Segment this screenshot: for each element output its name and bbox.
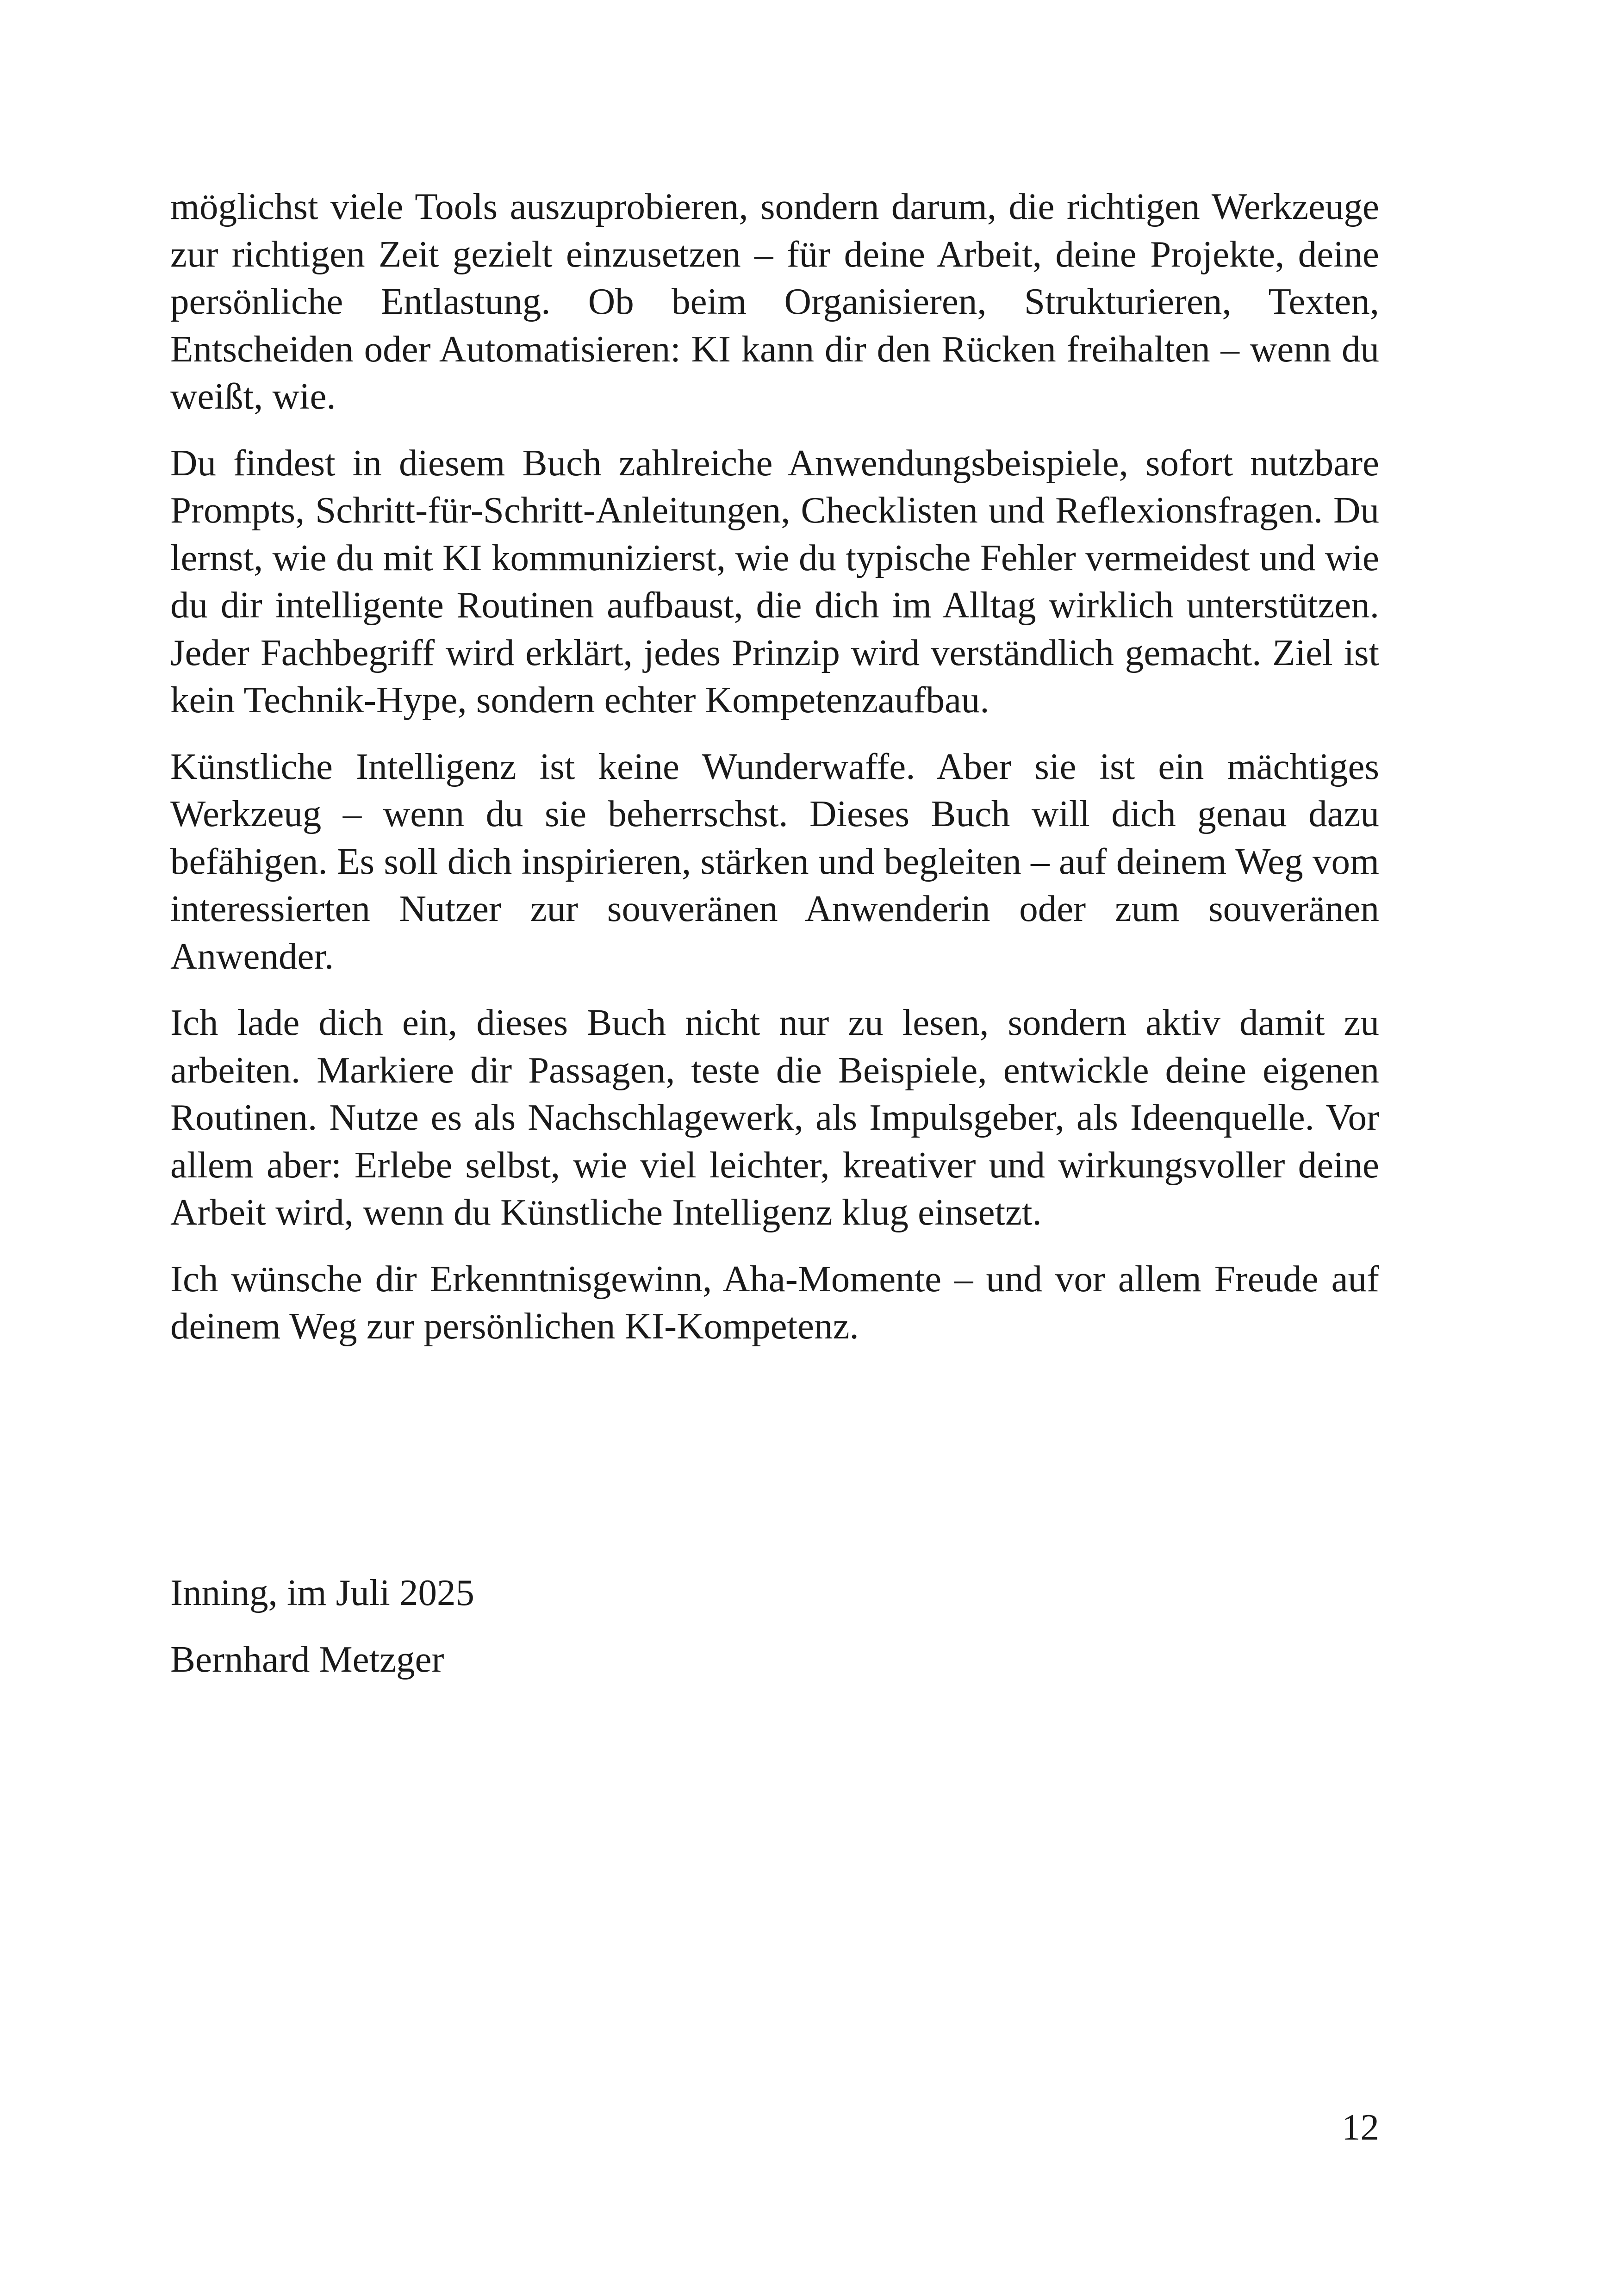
paragraph-3: Künstliche Intelligenz ist keine Wunderwaffe. Aber sie ist ein mächtiges Werkzeug – wenn du sie beherrschst. Dieses Buch will dich genau dazu befähigen. Es soll dich inspirieren, stärken und begleiten – auf deinem Weg vom interessierten Nutzer zur souveränen Anwenderin oder zum souveränen Anwender. (170, 745, 1379, 977)
paragraph-1: möglichst viele Tools auszuprobieren, sondern darum, die richtigen Werkzeuge zur richtigen Zeit gezielt einzusetzen – für deine Arbeit, deine Projekte, deine persönliche Entlastung. Ob beim Organisieren, Strukturieren, Texten, Entscheiden oder Automatisieren: KI kann dir den Rücken freihalten – wenn du weißt, wie. (170, 186, 1379, 417)
author-name: Bernhard Metzger (170, 1638, 444, 1680)
paragraph-5: Ich wünsche dir Erkenntnisgewinn, Aha-Momente – und vor allem Freude auf deinem Weg zur persönlichen KI-Kompetenz. (170, 1257, 1379, 1347)
body-text (170, 183, 1379, 1369)
place-date: Inning, im Juli 2025 (170, 1572, 475, 1613)
page-number: 12 (1342, 2106, 1379, 2148)
paragraph-4: Ich lade dich ein, dieses Buch nicht nur zu lesen, sondern aktiv damit zu arbeiten. Markiere dir Passagen, teste die Beispiele, entwickle deine eigenen Routinen. Nutze es als Nachschlagewerk, als Impulsgeber, als Ideenquelle. Vor allem aber: Erlebe selbst, wie viel leichter, kreativer und wirkungsvoller deine Arbeit wird, wenn du Künstliche Intelligenz klug einsetzt. (170, 1002, 1379, 1233)
signature-block (170, 1569, 1379, 1702)
paragraph-2: Du findest in diesem Buch zahlreiche Anwendungsbeispiele, sofort nutzbare Prompts, Schritt-für-Schritt-Anleitungen, Checklisten und Reflexionsfragen. Du lernst, wie du mit KI kommunizierst, wie du typische Fehler vermeidest und wie du dir intelligente Routinen aufbaust, die dich im Alltag wirklich unterstützen. Jeder Fachbegriff wird erklärt, jedes Prinzip wird verständlich gemacht. Ziel ist kein Technik-Hype, sondern echter Kompetenzaufbau. (170, 442, 1379, 721)
